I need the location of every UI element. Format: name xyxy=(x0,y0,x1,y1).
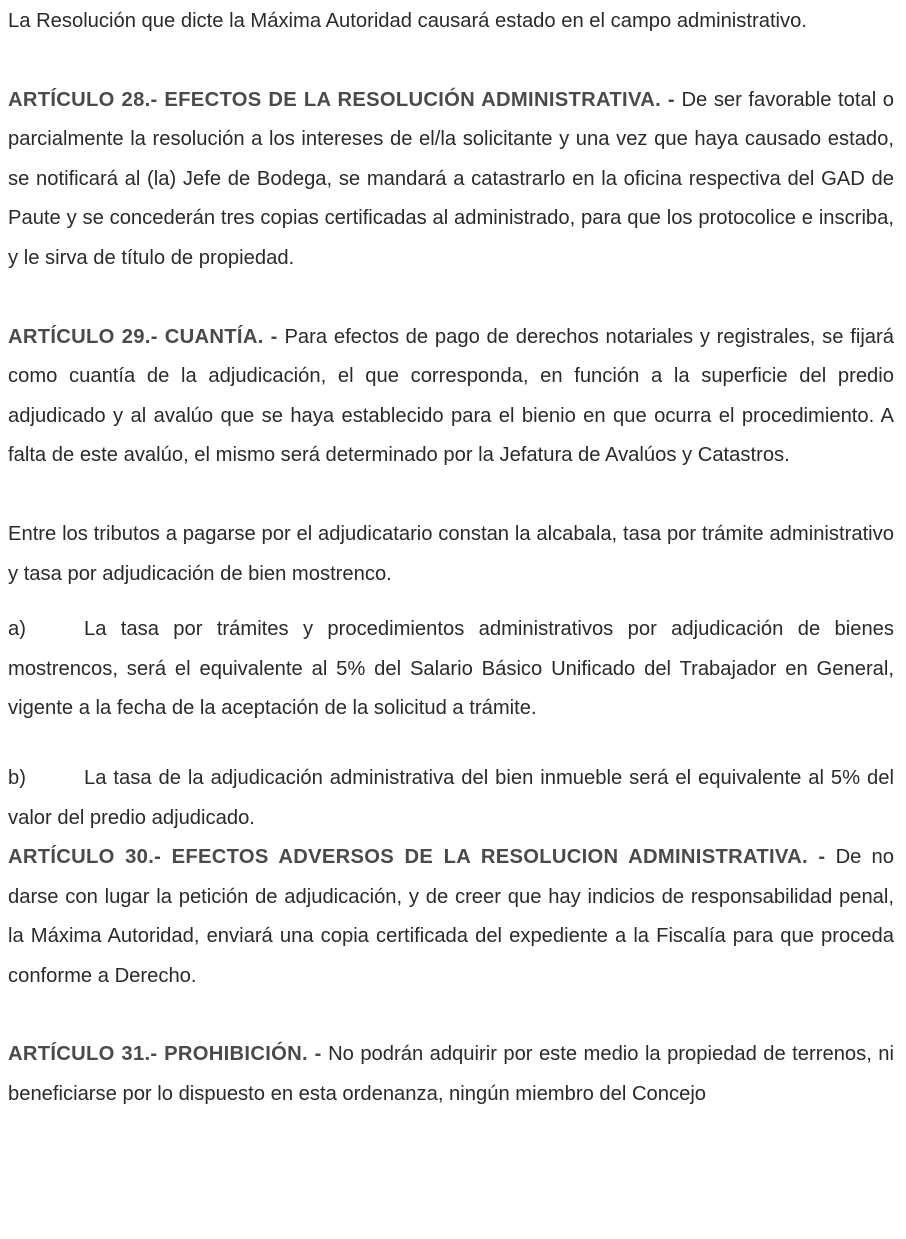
article-29-heading: ARTÍCULO 29.- CUANTÍA. - xyxy=(8,325,278,348)
article-31 xyxy=(8,1035,894,1114)
article-29 xyxy=(8,318,894,476)
article-29-body: Para efectos de pago de derechos notariales y registrales, se fijará como cuantía de la adjudicación, el que corresponda, en función a la superficie del predio adjudicado y al avalúo que se haya establecido para el bienio en que ocurra el procedimiento. A falta de este avalúo, el mismo será determinado por la Jefatura de Avalúos y Catastros. xyxy=(8,325,894,467)
article-28-heading: ARTÍCULO 28.- EFECTOS DE LA RESOLUCIÓN ADMINISTRATIVA. - xyxy=(8,88,675,111)
list-item-b-label: b) xyxy=(8,766,26,789)
list-item-a-label: a) xyxy=(8,618,26,641)
article-30 xyxy=(8,838,894,996)
article-31-body: No podrán adquirir por este medio la propiedad de terrenos, ni beneficiarse por lo dispuesto en esta ordenanza, ningún miembro del Concejo xyxy=(8,1043,894,1106)
article-28 xyxy=(8,81,894,279)
paragraph-resolution-intro: La Resolución que dicte la Máxima Autoridad causará estado en el campo administrativo. xyxy=(8,10,807,32)
article-28-body: De ser favorable total o parcialmente la resolución a los intereses de el/la solicitante y una vez que haya causado estado, se notificará al (la) Jefe de Bodega, se mandará a catastrarlo en la oficina respectiva del GAD de Paute y se concederán tres copias certificadas al administrado, para que los protocolice e inscriba, y le sirva de título de propiedad. xyxy=(8,88,894,269)
list-item-a xyxy=(8,610,894,729)
list-item-a-text: La tasa por trámites y procedimientos administrativos por adjudicación de bienes mostrencos, será el equivalente al 5% del Salario Básico Unificado del Trabajador en General, vigente a la fecha de la aceptación de la solicitud a trámite. xyxy=(8,618,894,720)
article-30-body: De no darse con lugar la petición de adjudicación, y de creer que hay indicios de responsabilidad penal, la Máxima Autoridad, enviará una copia certificada del expediente a la Fiscalía para que proceda conforme a Derecho. xyxy=(8,846,894,987)
list-item-b-text: La tasa de la adjudicación administrativa del bien inmueble será el equivalente al 5% del valor del predio adjudicado. xyxy=(8,766,894,829)
article-31-heading: ARTÍCULO 31.- PROHIBICIÓN. - xyxy=(8,1043,322,1066)
list-item-b xyxy=(8,759,894,838)
paragraph-tributos: Entre los tributos a pagarse por el adjudicatario constan la alcabala, tasa por trámite administrativo y tasa por adjudicación de bien mostrenco. xyxy=(8,522,894,585)
article-30-heading: ARTÍCULO 30.- EFECTOS ADVERSOS DE LA RESOLUCION ADMINISTRATIVA. - xyxy=(8,846,826,869)
